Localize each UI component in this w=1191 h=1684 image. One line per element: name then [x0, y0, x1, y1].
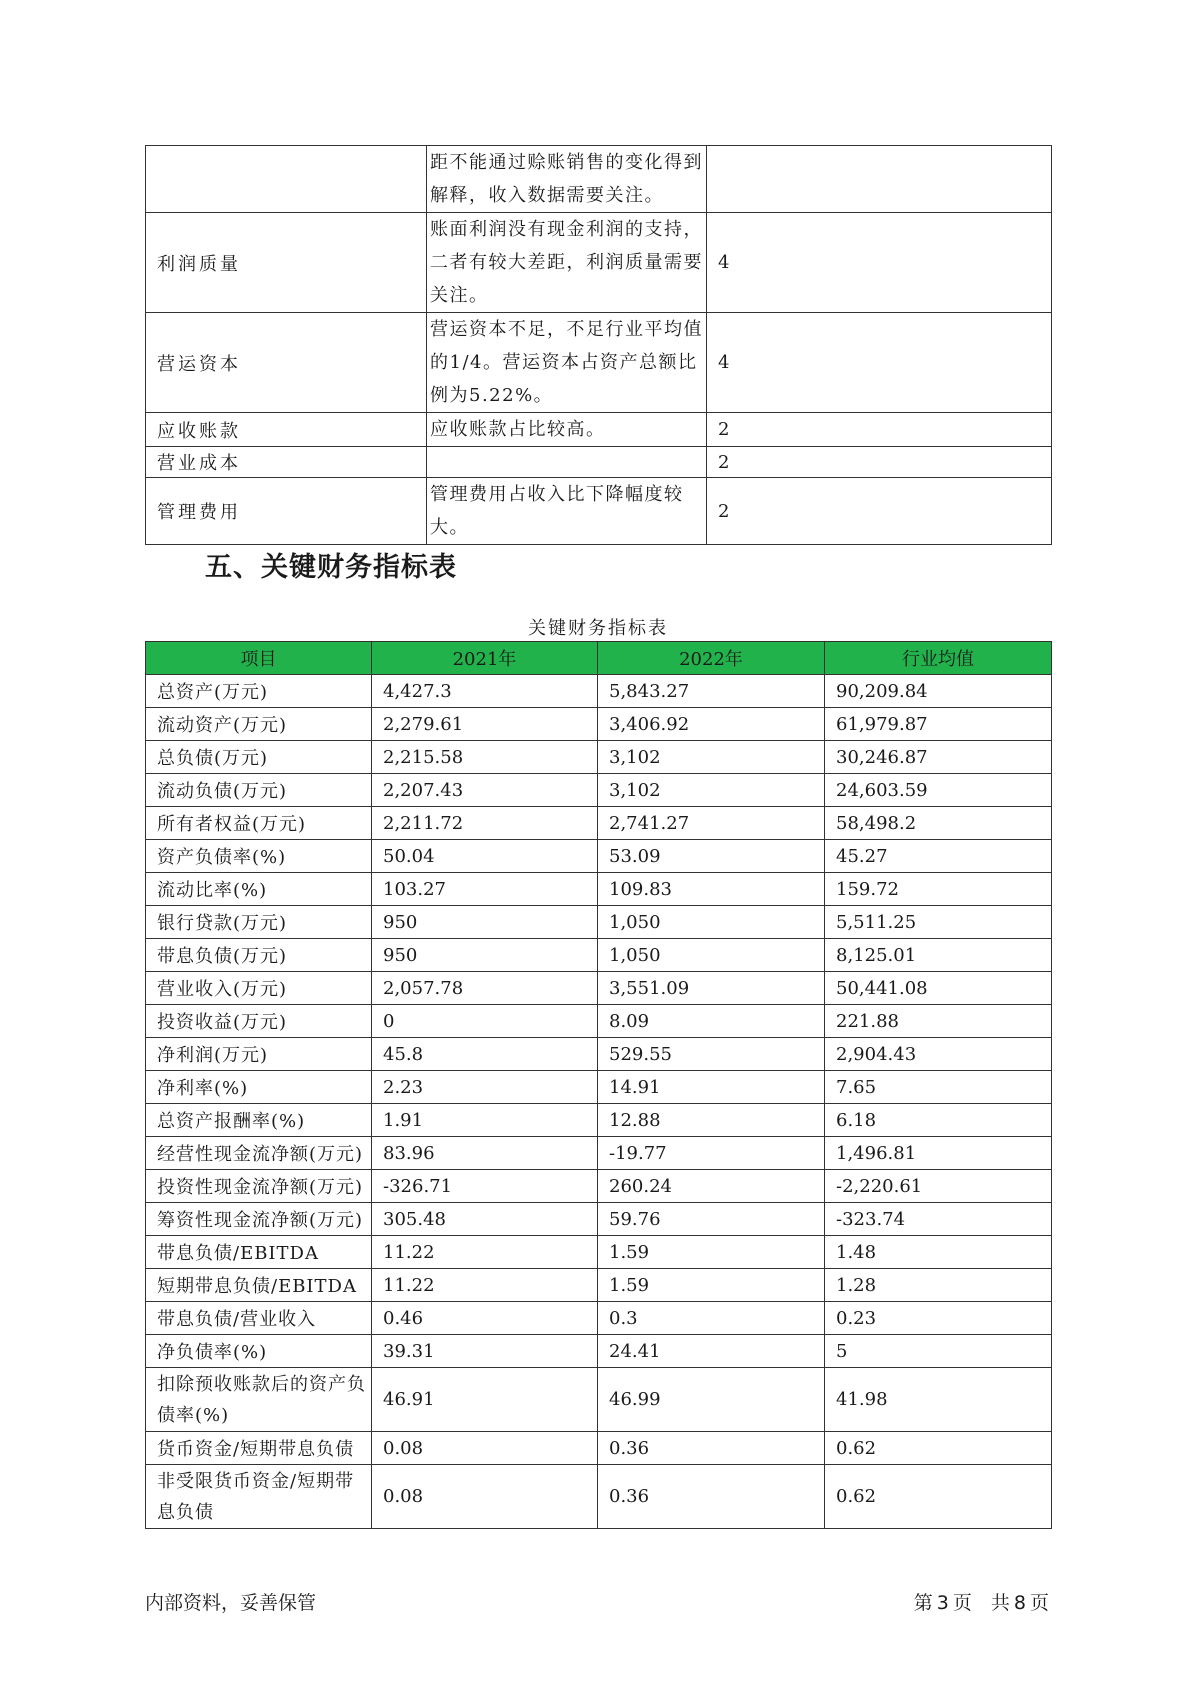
- footer-page-number: [912, 1588, 1051, 1615]
- table-row: [146, 1335, 1052, 1368]
- assessment-item-name: 管理费用: [146, 478, 427, 545]
- value-industry-average: 24,603.59: [825, 774, 1052, 807]
- header-item: 项目: [146, 642, 372, 675]
- table-row: [146, 807, 1052, 840]
- value-2021: 2,057.78: [372, 972, 598, 1005]
- value-2022: 1,050: [598, 939, 825, 972]
- value-2021: 0.08: [372, 1465, 598, 1529]
- value-industry-average: 1.48: [825, 1236, 1052, 1269]
- value-2021: 2,279.61: [372, 708, 598, 741]
- value-2022: 1,050: [598, 906, 825, 939]
- assessment-score: 4: [707, 313, 1052, 413]
- table-row: [146, 675, 1052, 708]
- table-row: [146, 1269, 1052, 1302]
- value-2021: 46.91: [372, 1368, 598, 1432]
- value-2022: 260.24: [598, 1170, 825, 1203]
- value-2022: 2,741.27: [598, 807, 825, 840]
- value-2021: 2,211.72: [372, 807, 598, 840]
- indicator-label: 筹资性现金流净额(万元): [146, 1203, 372, 1236]
- value-2021: 50.04: [372, 840, 598, 873]
- value-2022: 0.36: [598, 1465, 825, 1529]
- indicator-label: 净利润(万元): [146, 1038, 372, 1071]
- value-2021: 1.91: [372, 1104, 598, 1137]
- value-2021: 0.08: [372, 1432, 598, 1465]
- assessment-row: [146, 146, 1052, 213]
- assessment-description: 账面利润没有现金利润的支持，二者有较大差距，利润质量需要关注。: [427, 213, 707, 313]
- indicator-label: 带息负债(万元): [146, 939, 372, 972]
- value-2022: 59.76: [598, 1203, 825, 1236]
- value-industry-average: 45.27: [825, 840, 1052, 873]
- value-2022: 529.55: [598, 1038, 825, 1071]
- assessment-description: 营运资本不足，不足行业平均值的1/4。营运资本占资产总额比例为5.22%。: [427, 313, 707, 413]
- value-2022: 12.88: [598, 1104, 825, 1137]
- assessment-row: [146, 413, 1052, 447]
- indicator-label: 营业收入(万元): [146, 972, 372, 1005]
- indicator-label: 所有者权益(万元): [146, 807, 372, 840]
- value-industry-average: 61,979.87: [825, 708, 1052, 741]
- assessment-score: 2: [707, 413, 1052, 447]
- value-2022: 3,102: [598, 774, 825, 807]
- page-prefix: 第: [913, 1592, 933, 1614]
- value-industry-average: 30,246.87: [825, 741, 1052, 774]
- table-row: [146, 774, 1052, 807]
- value-2021: 2,207.43: [372, 774, 598, 807]
- assessment-item-name: 应收账款: [146, 413, 427, 447]
- value-industry-average: 5,511.25: [825, 906, 1052, 939]
- assessment-description: 距不能通过赊账销售的变化得到解释，收入数据需要关注。: [427, 146, 707, 213]
- indicator-label: 带息负债/EBITDA: [146, 1236, 372, 1269]
- value-industry-average: 0.62: [825, 1432, 1052, 1465]
- value-2022: 1.59: [598, 1269, 825, 1302]
- assessment-description: [427, 447, 707, 478]
- value-industry-average: 1.28: [825, 1269, 1052, 1302]
- assessment-description: 应收账款占比较高。: [427, 413, 707, 447]
- assessment-item-name: [146, 146, 427, 213]
- assessment-item-name: 营运资本: [146, 313, 427, 413]
- value-industry-average: 8,125.01: [825, 939, 1052, 972]
- indicator-label: 银行贷款(万元): [146, 906, 372, 939]
- indicator-label: 投资收益(万元): [146, 1005, 372, 1038]
- value-2022: 24.41: [598, 1335, 825, 1368]
- table-row: [146, 1236, 1052, 1269]
- header-2022: 2022年: [598, 642, 825, 675]
- value-industry-average: 2,904.43: [825, 1038, 1052, 1071]
- value-2022: 0.36: [598, 1432, 825, 1465]
- assessment-table: [145, 145, 1052, 545]
- indicator-label: 带息负债/营业收入: [146, 1302, 372, 1335]
- table-row: [146, 1432, 1052, 1465]
- assessment-score: 2: [707, 478, 1052, 545]
- key-financial-indicators-table: [145, 641, 1052, 1529]
- value-2021: 950: [372, 939, 598, 972]
- current-page: 3: [936, 1592, 949, 1614]
- table-row: [146, 1137, 1052, 1170]
- value-2022: 109.83: [598, 873, 825, 906]
- indicator-label: 经营性现金流净额(万元): [146, 1137, 372, 1170]
- table-row: [146, 741, 1052, 774]
- table-row: [146, 1465, 1052, 1529]
- value-2021: 83.96: [372, 1137, 598, 1170]
- value-2022: 1.59: [598, 1236, 825, 1269]
- value-industry-average: -2,220.61: [825, 1170, 1052, 1203]
- indicator-label: 流动资产(万元): [146, 708, 372, 741]
- table-row: [146, 1302, 1052, 1335]
- table-row: [146, 708, 1052, 741]
- value-industry-average: 90,209.84: [825, 675, 1052, 708]
- table-row: [146, 840, 1052, 873]
- table-row: [146, 1104, 1052, 1137]
- value-industry-average: 1,496.81: [825, 1137, 1052, 1170]
- value-2021: -326.71: [372, 1170, 598, 1203]
- table-row: [146, 1203, 1052, 1236]
- table-caption: 关键财务指标表: [528, 618, 668, 639]
- value-industry-average: 159.72: [825, 873, 1052, 906]
- value-industry-average: 5: [825, 1335, 1052, 1368]
- value-industry-average: 0.62: [825, 1465, 1052, 1529]
- indicator-label: 投资性现金流净额(万元): [146, 1170, 372, 1203]
- indicator-label: 总资产(万元): [146, 675, 372, 708]
- table-row: [146, 939, 1052, 972]
- page-suffix: 页: [1029, 1592, 1049, 1614]
- value-2021: 103.27: [372, 873, 598, 906]
- table-row: [146, 1005, 1052, 1038]
- value-2021: 11.22: [372, 1269, 598, 1302]
- value-2021: 950: [372, 906, 598, 939]
- value-2022: 46.99: [598, 1368, 825, 1432]
- assessment-item-name: 利润质量: [146, 213, 427, 313]
- table-row: [146, 1038, 1052, 1071]
- value-2021: 4,427.3: [372, 675, 598, 708]
- value-2021: 2.23: [372, 1071, 598, 1104]
- value-2022: -19.77: [598, 1137, 825, 1170]
- value-2021: 0.46: [372, 1302, 598, 1335]
- value-2021: 305.48: [372, 1203, 598, 1236]
- assessment-item-name: 营业成本: [146, 447, 427, 478]
- table-row: [146, 873, 1052, 906]
- assessment-row: [146, 313, 1052, 413]
- indicator-label: 净负债率(%): [146, 1335, 372, 1368]
- indicator-label: 扣除预收账款后的资产负债率(%): [146, 1368, 372, 1432]
- table-row: [146, 1368, 1052, 1432]
- total-pages: 8: [1013, 1592, 1026, 1614]
- value-2021: 11.22: [372, 1236, 598, 1269]
- indicator-label: 净利率(%): [146, 1071, 372, 1104]
- footer-confidential-note: 内部资料，妥善保管: [145, 1592, 317, 1614]
- assessment-description: 管理费用占收入比下降幅度较大。: [427, 478, 707, 545]
- page-mid: 页 共: [952, 1592, 1010, 1614]
- table-row: [146, 1071, 1052, 1104]
- value-2022: 3,102: [598, 741, 825, 774]
- indicator-label: 短期带息负债/EBITDA: [146, 1269, 372, 1302]
- table-row: [146, 906, 1052, 939]
- assessment-score: 4: [707, 213, 1052, 313]
- value-industry-average: 6.18: [825, 1104, 1052, 1137]
- indicator-label: 非受限货币资金/短期带息负债: [146, 1465, 372, 1529]
- value-2022: 0.3: [598, 1302, 825, 1335]
- assessment-score: [707, 146, 1052, 213]
- assessment-row: [146, 478, 1052, 545]
- value-industry-average: -323.74: [825, 1203, 1052, 1236]
- header-2021: 2021年: [372, 642, 598, 675]
- value-2022: 3,406.92: [598, 708, 825, 741]
- value-2022: 5,843.27: [598, 675, 825, 708]
- indicator-label: 总负债(万元): [146, 741, 372, 774]
- table-header-row: [146, 642, 1052, 675]
- indicator-label: 资产负债率(%): [146, 840, 372, 873]
- value-industry-average: 50,441.08: [825, 972, 1052, 1005]
- assessment-row: [146, 213, 1052, 313]
- indicator-label: 流动比率(%): [146, 873, 372, 906]
- section-heading: 五、关键财务指标表: [205, 552, 457, 583]
- value-industry-average: 0.23: [825, 1302, 1052, 1335]
- value-industry-average: 221.88: [825, 1005, 1052, 1038]
- value-2022: 14.91: [598, 1071, 825, 1104]
- table-row: [146, 972, 1052, 1005]
- assessment-score: 2: [707, 447, 1052, 478]
- header-industry-average: 行业均值: [825, 642, 1052, 675]
- indicator-label: 货币资金/短期带息负债: [146, 1432, 372, 1465]
- indicator-label: 总资产报酬率(%): [146, 1104, 372, 1137]
- table-row: [146, 1170, 1052, 1203]
- value-2022: 8.09: [598, 1005, 825, 1038]
- value-industry-average: 58,498.2: [825, 807, 1052, 840]
- value-2022: 53.09: [598, 840, 825, 873]
- value-industry-average: 41.98: [825, 1368, 1052, 1432]
- value-2021: 2,215.58: [372, 741, 598, 774]
- value-2021: 0: [372, 1005, 598, 1038]
- value-industry-average: 7.65: [825, 1071, 1052, 1104]
- value-2022: 3,551.09: [598, 972, 825, 1005]
- indicator-label: 流动负债(万元): [146, 774, 372, 807]
- value-2021: 39.31: [372, 1335, 598, 1368]
- assessment-row: [146, 447, 1052, 478]
- value-2021: 45.8: [372, 1038, 598, 1071]
